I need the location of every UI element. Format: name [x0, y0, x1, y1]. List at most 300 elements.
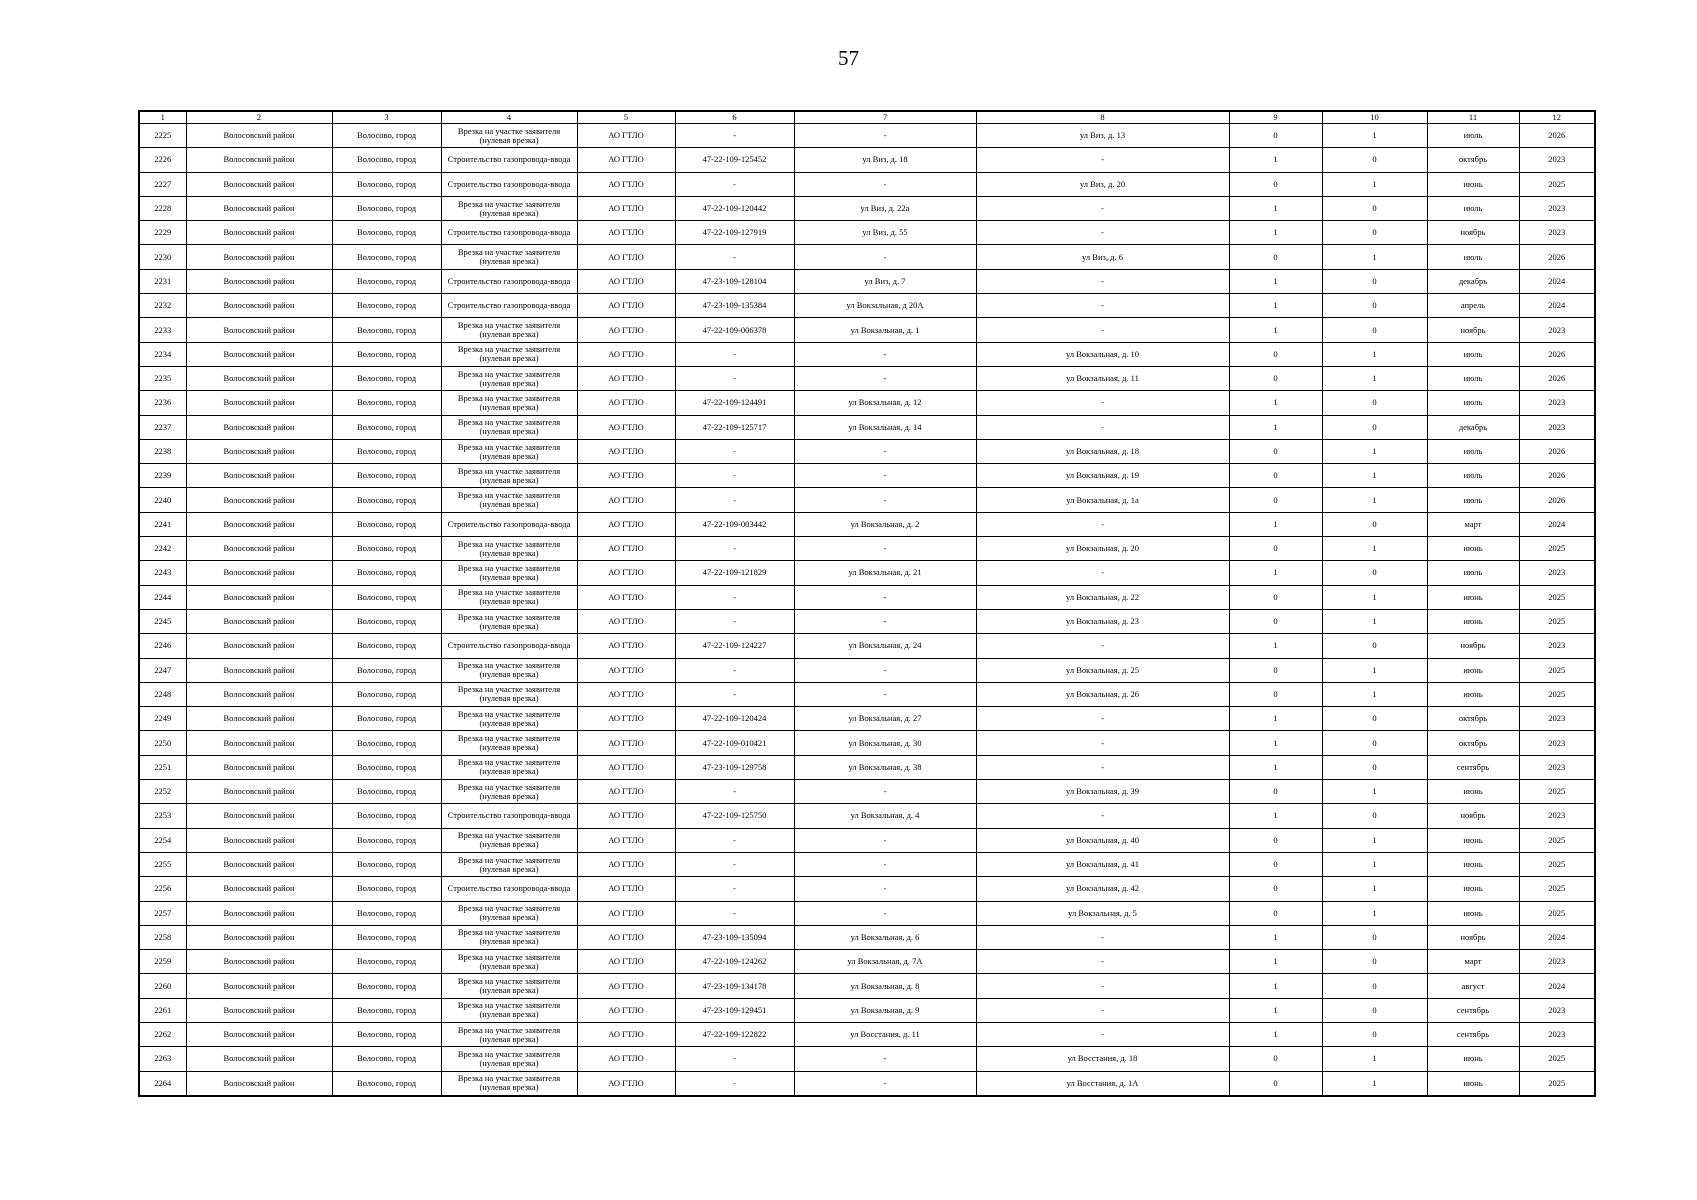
flag-cell: 0: [1322, 512, 1427, 536]
locality-cell: Волосово, город: [332, 294, 441, 318]
address-connected-cell: -: [794, 1047, 976, 1071]
flag-cell: 0: [1322, 804, 1427, 828]
locality-cell: Волосово, город: [332, 148, 441, 172]
cadastral-number-cell: -: [675, 780, 794, 804]
table-row: [139, 294, 1595, 318]
row-number: 2233: [139, 318, 186, 342]
locality-cell: Волосово, город: [332, 561, 441, 585]
district-cell: Волосовский район: [186, 658, 332, 682]
cadastral-number-cell: -: [675, 439, 794, 463]
work-type-cell: Врезка на участке заявителя (нулевая врезка): [441, 561, 577, 585]
month-cell: июнь: [1427, 537, 1519, 561]
address-planned-cell: -: [976, 221, 1229, 245]
address-planned-cell: -: [976, 294, 1229, 318]
year-cell: 2026: [1519, 488, 1595, 512]
year-cell: 2024: [1519, 925, 1595, 949]
flag-cell: 1: [1229, 974, 1322, 998]
cadastral-number-cell: -: [675, 488, 794, 512]
row-number: 2251: [139, 755, 186, 779]
flag-cell: 0: [1322, 318, 1427, 342]
locality-cell: Волосово, город: [332, 974, 441, 998]
flag-cell: 1: [1322, 828, 1427, 852]
work-type-cell: Врезка на участке заявителя (нулевая врезка): [441, 342, 577, 366]
table-row: [139, 124, 1595, 148]
address-planned-cell: -: [976, 974, 1229, 998]
work-type-cell: Врезка на участке заявителя (нулевая врезка): [441, 1022, 577, 1046]
register-body: [139, 124, 1595, 1096]
work-type-cell: Строительство газопровода-ввода: [441, 294, 577, 318]
organization-cell: АО ГТЛО: [577, 658, 675, 682]
row-number: 2243: [139, 561, 186, 585]
cadastral-number-cell: 47-23-109-129451: [675, 998, 794, 1022]
address-planned-cell: ул Вокзальная, д. 5: [976, 901, 1229, 925]
district-cell: Волосовский район: [186, 707, 332, 731]
district-cell: Волосовский район: [186, 391, 332, 415]
table-row: [139, 415, 1595, 439]
organization-cell: АО ГТЛО: [577, 269, 675, 293]
address-connected-cell: -: [794, 1071, 976, 1096]
cadastral-number-cell: -: [675, 877, 794, 901]
work-type-cell: Врезка на участке заявителя (нулевая врезка): [441, 488, 577, 512]
row-number: 2234: [139, 342, 186, 366]
flag-cell: 1: [1322, 124, 1427, 148]
district-cell: Волосовский район: [186, 318, 332, 342]
district-cell: Волосовский район: [186, 1071, 332, 1096]
month-cell: август: [1427, 974, 1519, 998]
address-connected-cell: -: [794, 828, 976, 852]
year-cell: 2025: [1519, 609, 1595, 633]
address-planned-cell: -: [976, 561, 1229, 585]
cadastral-number-cell: 47-23-109-134178: [675, 974, 794, 998]
work-type-cell: Врезка на участке заявителя (нулевая врезка): [441, 415, 577, 439]
organization-cell: АО ГТЛО: [577, 124, 675, 148]
address-connected-cell: ул Вокзальная, д. 21: [794, 561, 976, 585]
flag-cell: 1: [1322, 901, 1427, 925]
table-row: [139, 245, 1595, 269]
cadastral-number-cell: 47-22-109-006378: [675, 318, 794, 342]
year-cell: 2023: [1519, 391, 1595, 415]
year-cell: 2025: [1519, 901, 1595, 925]
column-header: 1: [139, 111, 186, 124]
row-number: 2248: [139, 682, 186, 706]
flag-cell: 0: [1229, 901, 1322, 925]
table-row: [139, 731, 1595, 755]
organization-cell: АО ГТЛО: [577, 464, 675, 488]
year-cell: 2026: [1519, 366, 1595, 390]
work-type-cell: Врезка на участке заявителя (нулевая врезка): [441, 585, 577, 609]
work-type-cell: Врезка на участке заявителя (нулевая врезка): [441, 658, 577, 682]
table-row: [139, 148, 1595, 172]
year-cell: 2023: [1519, 634, 1595, 658]
row-number: 2236: [139, 391, 186, 415]
district-cell: Волосовский район: [186, 780, 332, 804]
month-cell: декабрь: [1427, 269, 1519, 293]
row-number: 2237: [139, 415, 186, 439]
flag-cell: 0: [1229, 1047, 1322, 1071]
cadastral-number-cell: 47-22-109-124491: [675, 391, 794, 415]
address-planned-cell: -: [976, 634, 1229, 658]
flag-cell: 0: [1322, 221, 1427, 245]
flag-cell: 0: [1229, 658, 1322, 682]
address-connected-cell: ул Вокзальная, д. 38: [794, 755, 976, 779]
work-type-cell: Врезка на участке заявителя (нулевая врезка): [441, 1047, 577, 1071]
column-header: 12: [1519, 111, 1595, 124]
flag-cell: 0: [1322, 269, 1427, 293]
locality-cell: Волосово, город: [332, 391, 441, 415]
flag-cell: 1: [1229, 731, 1322, 755]
locality-cell: Волосово, город: [332, 609, 441, 633]
organization-cell: АО ГТЛО: [577, 877, 675, 901]
flag-cell: 0: [1229, 488, 1322, 512]
year-cell: 2025: [1519, 172, 1595, 196]
locality-cell: Волосово, город: [332, 950, 441, 974]
work-type-cell: Строительство газопровода-ввода: [441, 804, 577, 828]
table-row: [139, 537, 1595, 561]
row-number: 2238: [139, 439, 186, 463]
table-row: [139, 828, 1595, 852]
table-row: [139, 342, 1595, 366]
table-row: [139, 609, 1595, 633]
address-planned-cell: -: [976, 731, 1229, 755]
address-connected-cell: ул Виз, д. 18: [794, 148, 976, 172]
flag-cell: 1: [1229, 415, 1322, 439]
locality-cell: Волосово, город: [332, 877, 441, 901]
address-planned-cell: -: [976, 998, 1229, 1022]
work-type-cell: Врезка на участке заявителя (нулевая врезка): [441, 318, 577, 342]
district-cell: Волосовский район: [186, 1022, 332, 1046]
column-header: 5: [577, 111, 675, 124]
flag-cell: 1: [1229, 925, 1322, 949]
row-number: 2249: [139, 707, 186, 731]
address-planned-cell: ул Вокзальная, д. 19: [976, 464, 1229, 488]
district-cell: Волосовский район: [186, 196, 332, 220]
address-planned-cell: -: [976, 755, 1229, 779]
address-connected-cell: ул Вокзальная, д. 2: [794, 512, 976, 536]
locality-cell: Волосово, город: [332, 998, 441, 1022]
flag-cell: 0: [1229, 537, 1322, 561]
year-cell: 2023: [1519, 731, 1595, 755]
year-cell: 2023: [1519, 221, 1595, 245]
row-number: 2250: [139, 731, 186, 755]
address-connected-cell: -: [794, 537, 976, 561]
district-cell: Волосовский район: [186, 1047, 332, 1071]
district-cell: Волосовский район: [186, 609, 332, 633]
work-type-cell: Врезка на участке заявителя (нулевая врезка): [441, 998, 577, 1022]
year-cell: 2023: [1519, 196, 1595, 220]
month-cell: июль: [1427, 464, 1519, 488]
organization-cell: АО ГТЛО: [577, 1047, 675, 1071]
column-header: 10: [1322, 111, 1427, 124]
month-cell: ноябрь: [1427, 804, 1519, 828]
locality-cell: Волосово, город: [332, 464, 441, 488]
month-cell: ноябрь: [1427, 318, 1519, 342]
address-planned-cell: ул Виз, д. 20: [976, 172, 1229, 196]
work-type-cell: Врезка на участке заявителя (нулевая врезка): [441, 901, 577, 925]
address-planned-cell: -: [976, 925, 1229, 949]
row-number: 2246: [139, 634, 186, 658]
flag-cell: 1: [1229, 804, 1322, 828]
cadastral-number-cell: 47-22-109-127919: [675, 221, 794, 245]
locality-cell: Волосово, город: [332, 755, 441, 779]
month-cell: июнь: [1427, 877, 1519, 901]
work-type-cell: Строительство газопровода-ввода: [441, 634, 577, 658]
locality-cell: Волосово, город: [332, 537, 441, 561]
organization-cell: АО ГТЛО: [577, 780, 675, 804]
table-row: [139, 755, 1595, 779]
district-cell: Волосовский район: [186, 828, 332, 852]
table-row: [139, 464, 1595, 488]
page-number: 57: [838, 46, 859, 70]
address-planned-cell: ул Вокзальная, д. 11: [976, 366, 1229, 390]
district-cell: Волосовский район: [186, 585, 332, 609]
flag-cell: 0: [1229, 609, 1322, 633]
flag-cell: 1: [1229, 294, 1322, 318]
month-cell: октябрь: [1427, 707, 1519, 731]
organization-cell: АО ГТЛО: [577, 950, 675, 974]
address-connected-cell: ул Вокзальная, д. 12: [794, 391, 976, 415]
flag-cell: 0: [1322, 755, 1427, 779]
month-cell: июнь: [1427, 172, 1519, 196]
row-number: 2253: [139, 804, 186, 828]
locality-cell: Волосово, город: [332, 682, 441, 706]
year-cell: 2023: [1519, 998, 1595, 1022]
flag-cell: 1: [1229, 196, 1322, 220]
cadastral-number-cell: -: [675, 124, 794, 148]
address-planned-cell: ул Виз, д. 13: [976, 124, 1229, 148]
address-connected-cell: -: [794, 488, 976, 512]
flag-cell: 1: [1322, 877, 1427, 901]
year-cell: 2023: [1519, 561, 1595, 585]
address-planned-cell: ул Вокзальная, д. 41: [976, 852, 1229, 876]
table-row: [139, 366, 1595, 390]
address-planned-cell: -: [976, 707, 1229, 731]
address-connected-cell: ул Вокзальная, д. 1: [794, 318, 976, 342]
address-connected-cell: -: [794, 439, 976, 463]
flag-cell: 0: [1322, 731, 1427, 755]
flag-cell: 0: [1229, 464, 1322, 488]
month-cell: июнь: [1427, 852, 1519, 876]
flag-cell: 0: [1229, 245, 1322, 269]
row-number: 2259: [139, 950, 186, 974]
month-cell: июнь: [1427, 682, 1519, 706]
cadastral-number-cell: 47-22-109-003442: [675, 512, 794, 536]
flag-cell: 0: [1322, 196, 1427, 220]
district-cell: Волосовский район: [186, 512, 332, 536]
month-cell: март: [1427, 512, 1519, 536]
locality-cell: Волосово, город: [332, 342, 441, 366]
district-cell: Волосовский район: [186, 561, 332, 585]
month-cell: июнь: [1427, 828, 1519, 852]
flag-cell: 1: [1322, 658, 1427, 682]
month-cell: июль: [1427, 196, 1519, 220]
locality-cell: Волосово, город: [332, 269, 441, 293]
row-number: 2262: [139, 1022, 186, 1046]
work-type-cell: Врезка на участке заявителя (нулевая врезка): [441, 537, 577, 561]
table-row: [139, 269, 1595, 293]
year-cell: 2023: [1519, 755, 1595, 779]
work-type-cell: Строительство газопровода-ввода: [441, 221, 577, 245]
month-cell: сентябрь: [1427, 755, 1519, 779]
year-cell: 2025: [1519, 780, 1595, 804]
organization-cell: АО ГТЛО: [577, 221, 675, 245]
flag-cell: 1: [1229, 998, 1322, 1022]
district-cell: Волосовский район: [186, 852, 332, 876]
table-row: [139, 561, 1595, 585]
address-connected-cell: ул Виз, д. 7: [794, 269, 976, 293]
district-cell: Волосовский район: [186, 755, 332, 779]
organization-cell: АО ГТЛО: [577, 415, 675, 439]
address-connected-cell: -: [794, 342, 976, 366]
cadastral-number-cell: 47-22-109-121829: [675, 561, 794, 585]
cadastral-number-cell: 47-22-109-120442: [675, 196, 794, 220]
month-cell: июнь: [1427, 609, 1519, 633]
address-planned-cell: -: [976, 950, 1229, 974]
address-connected-cell: -: [794, 124, 976, 148]
district-cell: Волосовский район: [186, 366, 332, 390]
work-type-cell: Врезка на участке заявителя (нулевая врезка): [441, 439, 577, 463]
month-cell: июль: [1427, 488, 1519, 512]
cadastral-number-cell: 47-22-109-125717: [675, 415, 794, 439]
flag-cell: 1: [1229, 1022, 1322, 1046]
flag-cell: 1: [1229, 512, 1322, 536]
locality-cell: Волосово, город: [332, 124, 441, 148]
work-type-cell: Врезка на участке заявителя (нулевая врезка): [441, 682, 577, 706]
address-planned-cell: -: [976, 148, 1229, 172]
cadastral-number-cell: 47-23-109-135094: [675, 925, 794, 949]
address-planned-cell: -: [976, 318, 1229, 342]
address-planned-cell: ул Вокзальная, д. 42: [976, 877, 1229, 901]
address-planned-cell: -: [976, 804, 1229, 828]
district-cell: Волосовский район: [186, 172, 332, 196]
table-row: [139, 488, 1595, 512]
row-number: 2258: [139, 925, 186, 949]
flag-cell: 0: [1322, 634, 1427, 658]
address-planned-cell: ул Вокзальная, д. 23: [976, 609, 1229, 633]
address-connected-cell: -: [794, 585, 976, 609]
address-connected-cell: -: [794, 682, 976, 706]
organization-cell: АО ГТЛО: [577, 634, 675, 658]
address-planned-cell: ул Вокзальная, д. 40: [976, 828, 1229, 852]
month-cell: сентябрь: [1427, 998, 1519, 1022]
flag-cell: 0: [1229, 877, 1322, 901]
month-cell: июнь: [1427, 1047, 1519, 1071]
year-cell: 2024: [1519, 974, 1595, 998]
organization-cell: АО ГТЛО: [577, 342, 675, 366]
flag-cell: 0: [1229, 852, 1322, 876]
address-connected-cell: ул Вокзальная, д. 6: [794, 925, 976, 949]
organization-cell: АО ГТЛО: [577, 974, 675, 998]
year-cell: 2026: [1519, 464, 1595, 488]
row-number: 2245: [139, 609, 186, 633]
flag-cell: 1: [1322, 488, 1427, 512]
flag-cell: 0: [1322, 148, 1427, 172]
row-number: 2263: [139, 1047, 186, 1071]
district-cell: Волосовский район: [186, 998, 332, 1022]
address-connected-cell: -: [794, 852, 976, 876]
organization-cell: АО ГТЛО: [577, 318, 675, 342]
year-cell: 2026: [1519, 245, 1595, 269]
district-cell: Волосовский район: [186, 221, 332, 245]
locality-cell: Волосово, город: [332, 245, 441, 269]
table-row: [139, 998, 1595, 1022]
address-connected-cell: ул Вокзальная, д. 8: [794, 974, 976, 998]
month-cell: ноябрь: [1427, 634, 1519, 658]
year-cell: 2025: [1519, 537, 1595, 561]
table-row: [139, 682, 1595, 706]
cadastral-number-cell: 47-23-109-135384: [675, 294, 794, 318]
column-header: 3: [332, 111, 441, 124]
cadastral-number-cell: -: [675, 366, 794, 390]
table-row: [139, 172, 1595, 196]
flag-cell: 1: [1229, 269, 1322, 293]
address-connected-cell: ул Вокзальная, д. 7А: [794, 950, 976, 974]
address-connected-cell: -: [794, 780, 976, 804]
row-number: 2244: [139, 585, 186, 609]
flag-cell: 1: [1322, 682, 1427, 706]
column-header: 11: [1427, 111, 1519, 124]
flag-cell: 0: [1322, 707, 1427, 731]
header-row: [139, 111, 1595, 124]
flag-cell: 1: [1322, 1047, 1427, 1071]
organization-cell: АО ГТЛО: [577, 148, 675, 172]
month-cell: июль: [1427, 439, 1519, 463]
cadastral-number-cell: 47-22-109-125452: [675, 148, 794, 172]
organization-cell: АО ГТЛО: [577, 537, 675, 561]
organization-cell: АО ГТЛО: [577, 172, 675, 196]
row-number: 2229: [139, 221, 186, 245]
address-planned-cell: -: [976, 269, 1229, 293]
locality-cell: Волосово, город: [332, 172, 441, 196]
year-cell: 2024: [1519, 294, 1595, 318]
flag-cell: 1: [1322, 1071, 1427, 1096]
organization-cell: АО ГТЛО: [577, 1071, 675, 1096]
cadastral-number-cell: 47-22-109-120424: [675, 707, 794, 731]
locality-cell: Волосово, город: [332, 634, 441, 658]
organization-cell: АО ГТЛО: [577, 852, 675, 876]
address-planned-cell: ул Вокзальная, д. 26: [976, 682, 1229, 706]
locality-cell: Волосово, город: [332, 658, 441, 682]
flag-cell: 0: [1322, 561, 1427, 585]
organization-cell: АО ГТЛО: [577, 488, 675, 512]
locality-cell: Волосово, город: [332, 196, 441, 220]
row-number: 2256: [139, 877, 186, 901]
table-row: [139, 1047, 1595, 1071]
cadastral-number-cell: -: [675, 828, 794, 852]
flag-cell: 1: [1229, 755, 1322, 779]
work-type-cell: Врезка на участке заявителя (нулевая врезка): [441, 755, 577, 779]
organization-cell: АО ГТЛО: [577, 391, 675, 415]
cadastral-number-cell: -: [675, 585, 794, 609]
district-cell: Волосовский район: [186, 439, 332, 463]
organization-cell: АО ГТЛО: [577, 707, 675, 731]
organization-cell: АО ГТЛО: [577, 901, 675, 925]
row-number: 2264: [139, 1071, 186, 1096]
district-cell: Волосовский район: [186, 124, 332, 148]
address-planned-cell: ул Виз, д. 6: [976, 245, 1229, 269]
row-number: 2230: [139, 245, 186, 269]
table-row: [139, 221, 1595, 245]
locality-cell: Волосово, город: [332, 318, 441, 342]
flag-cell: 1: [1229, 148, 1322, 172]
flag-cell: 1: [1322, 439, 1427, 463]
flag-cell: 1: [1322, 780, 1427, 804]
address-planned-cell: ул Вокзальная, д. 39: [976, 780, 1229, 804]
cadastral-number-cell: -: [675, 901, 794, 925]
organization-cell: АО ГТЛО: [577, 828, 675, 852]
table-row: [139, 196, 1595, 220]
cadastral-number-cell: -: [675, 464, 794, 488]
flag-cell: 1: [1322, 464, 1427, 488]
